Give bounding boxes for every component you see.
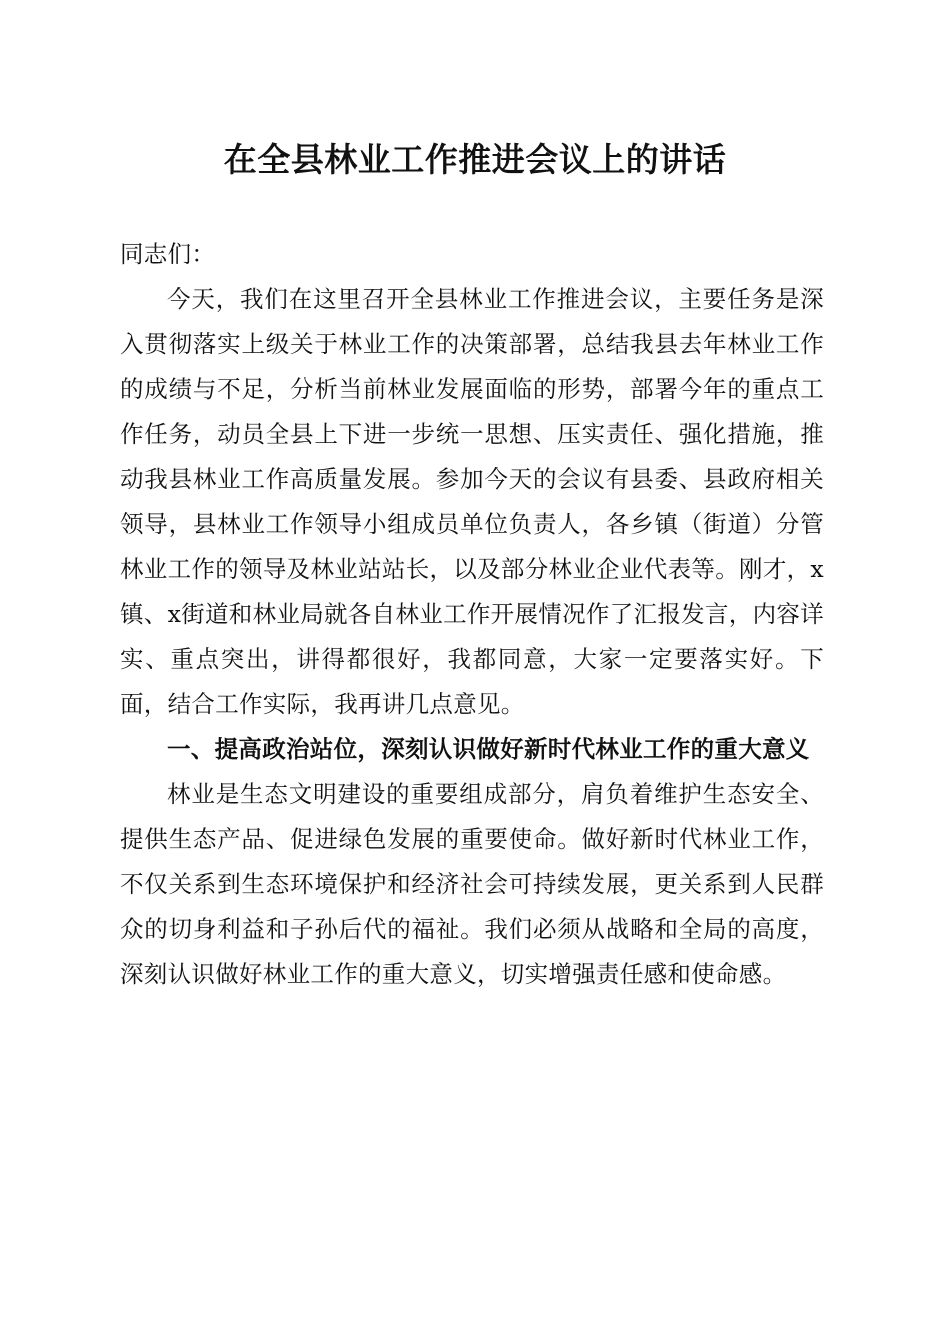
- document-title: 在全县林业工作推进会议上的讲话: [223, 140, 727, 179]
- document-body: [120, 232, 824, 997]
- section-heading-1: 一、提高政治站位，深刻认识做好新时代林业工作的重大意义: [167, 735, 810, 763]
- paragraph-opening: 今天，我们在这里召开全县林业工作推进会议，主要任务是深入贯彻落实上级关于林业工作的决策部署，总结我县去年林业工作的成绩与不足，分析当前林业发展面临的形势，部署今年的重点工作任务，动员全县上下进一步统一思想、压实责任、强化措施，推动我县林业工作高质量发展。参加今天的会议有县委、县政府相关领导，县林业工作领导小组成员单位负责人，各乡镇（街道）分管林业工作的领导及林业站站长，以及部分林业企业代表等。刚才，x镇、x街道和林业局就各自林业工作开展情况作了汇报发言，内容详实、重点突出，讲得都很好，我都同意，大家一定要落实好。下面，结合工作实际，我再讲几点意见。: [120, 285, 824, 718]
- greeting: 同志们：: [120, 240, 216, 268]
- paragraph-section-1: 林业是生态文明建设的重要组成部分，肩负着维护生态安全、提供生态产品、促进绿色发展的重要使命。做好新时代林业工作，不仅关系到生态环境保护和经济社会可持续发展，更关系到人民群众的切身利益和子孙后代的福祉。我们必须从战略和全局的高度，深刻认识做好林业工作的重大意义，切实增强责任感和使命感。: [120, 780, 824, 988]
